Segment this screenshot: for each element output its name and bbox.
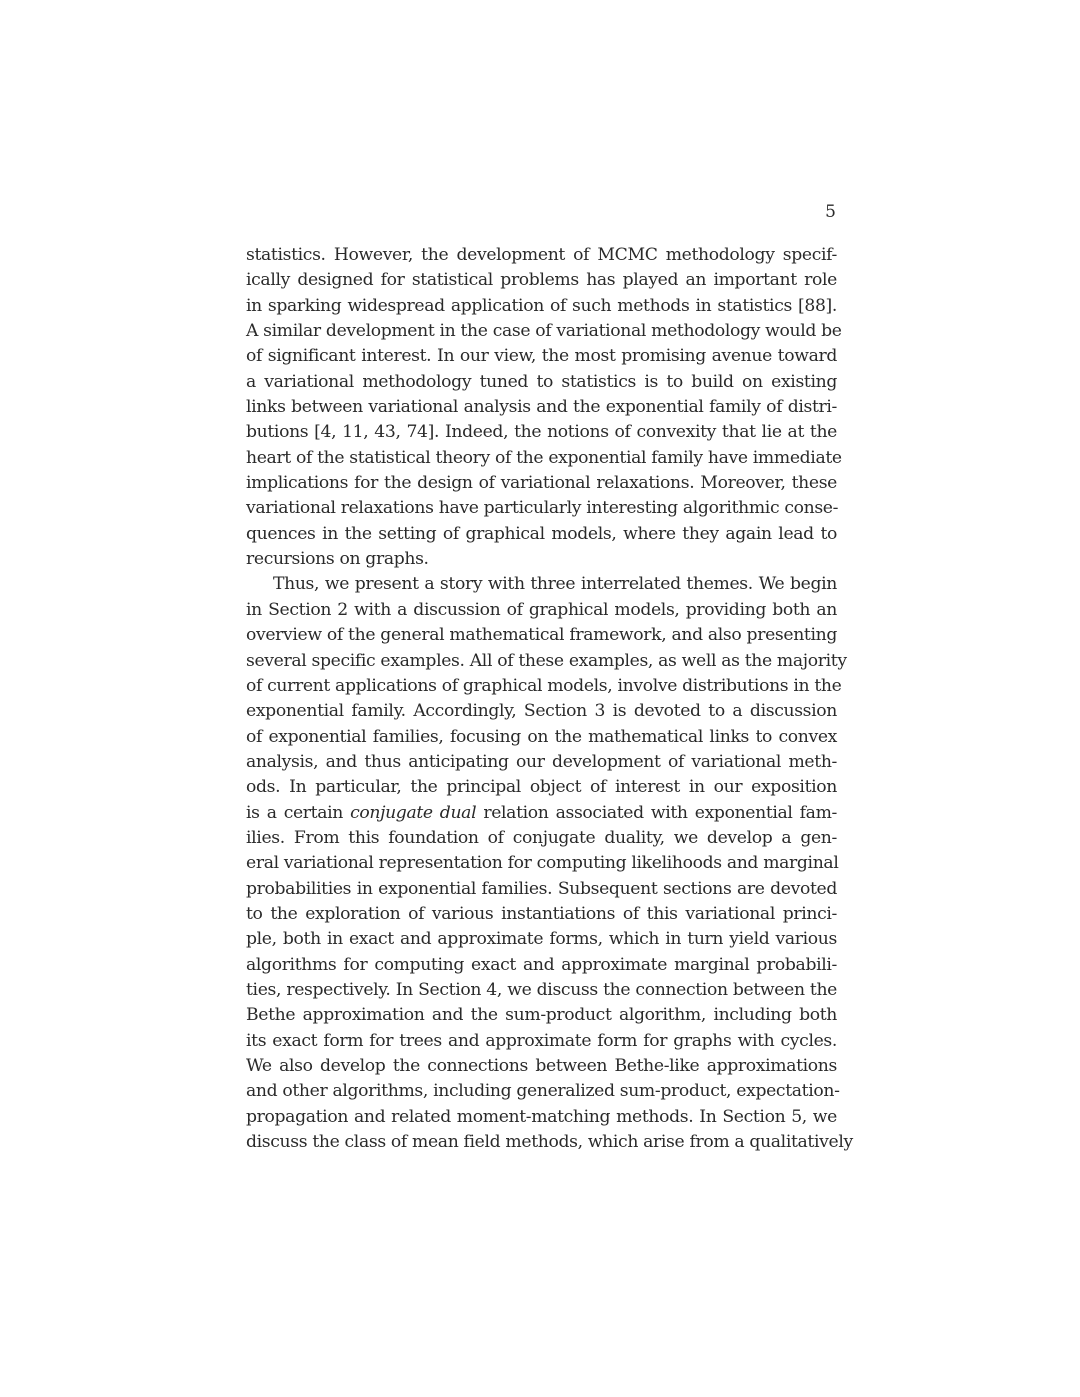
paragraph-1-line: quences in the setting of graphical models, where they again lead to — [246, 523, 837, 544]
paragraph-2-line: several specific examples. All of these examples, as well as the majority — [246, 650, 847, 671]
paragraph-2-line: discuss the class of mean field methods, which arise from a qualitatively — [246, 1132, 853, 1153]
paragraph-2-line: eral variational representation for computing likelihoods and marginal — [246, 853, 839, 874]
line-text: is a certain — [246, 802, 351, 823]
paragraph-2-line: ple, both in exact and approximate forms, which in turn yield various — [246, 929, 837, 950]
line-text: relation associated with exponential fam- — [476, 802, 837, 823]
paragraph-2-line: in Section 2 with a discussion of graphical models, providing both an — [246, 599, 837, 620]
paragraph-1-line: statistics. However, the development of MCMC methodology specif- — [246, 245, 837, 265]
body-text — [246, 243, 853, 1155]
paragraph-1-line: of significant interest. In our view, the most promising avenue toward — [246, 346, 837, 367]
paragraph-1-line: recursions on graphs. — [246, 549, 429, 570]
paragraph-2-line: Bethe approximation and the sum-product algorithm, including both — [246, 1005, 837, 1026]
page-number: 5 — [825, 202, 836, 222]
paragraph-1-line: ically designed for statistical problems has played an important role — [246, 270, 837, 291]
paragraph-2-line: of current applications of graphical models, involve distributions in the — [246, 675, 842, 696]
paragraph-1-line: implications for the design of variational relaxations. Moreover, these — [246, 473, 837, 494]
paragraph-2-line: and other algorithms, including generalized sum-product, expectation- — [246, 1081, 840, 1102]
paragraph-2-line-with-emphasis — [246, 801, 837, 826]
paragraph-1-line: butions [4, 11, 43, 74]. Indeed, the notions of convexity that lie at the — [246, 422, 837, 443]
paragraph-2-line: We also develop the connections between Bethe-like approximations — [246, 1056, 837, 1076]
paragraph-2-line: ods. In particular, the principal object of interest in our exposition — [246, 777, 837, 798]
paragraph-2-line: probabilities in exponential families. Subsequent sections are devoted — [246, 878, 837, 899]
paragraph-2-line: of exponential families, focusing on the mathematical links to convex — [246, 726, 837, 747]
paragraph-2-line: propagation and related moment-matching methods. In Section 5, we — [246, 1106, 837, 1127]
paragraph-2-line: ties, respectively. In Section 4, we discuss the connection between the — [246, 979, 837, 1000]
paragraph-2-line: overview of the general mathematical framework, and also presenting — [246, 625, 837, 646]
paragraph-2-line: algorithms for computing exact and approximate marginal probabili- — [246, 954, 837, 975]
paragraph-2-line: exponential family. Accordingly, Section 3 is devoted to a discussion — [246, 701, 837, 722]
paragraph-2-line: ilies. From this foundation of conjugate duality, we develop a gen- — [246, 827, 837, 848]
paragraph-1-line: links between variational analysis and the exponential family of distri- — [246, 397, 837, 418]
paragraph-1-line: heart of the statistical theory of the exponential family have immediate — [246, 447, 842, 468]
paragraph-1-line: variational relaxations have particularly interesting algorithmic conse- — [246, 498, 839, 519]
emphasized-term: conjugate dual — [350, 802, 477, 823]
paragraph-1-line: in sparking widespread application of such methods in statistics [88]. — [246, 295, 837, 316]
paragraph-2-line: Thus, we present a story with three interrelated themes. We begin — [273, 574, 837, 595]
paragraph-2-line: to the exploration of various instantiations of this variational princi- — [246, 903, 837, 924]
paragraph-2-line: analysis, and thus anticipating our development of variational meth- — [246, 751, 837, 772]
paragraph-1-line: A similar development in the case of variational methodology would be — [246, 321, 842, 342]
paragraph-1-line: a variational methodology tuned to statistics is to build on existing — [246, 371, 837, 392]
paragraph-2-line: its exact form for trees and approximate form for graphs with cycles. — [246, 1030, 837, 1051]
